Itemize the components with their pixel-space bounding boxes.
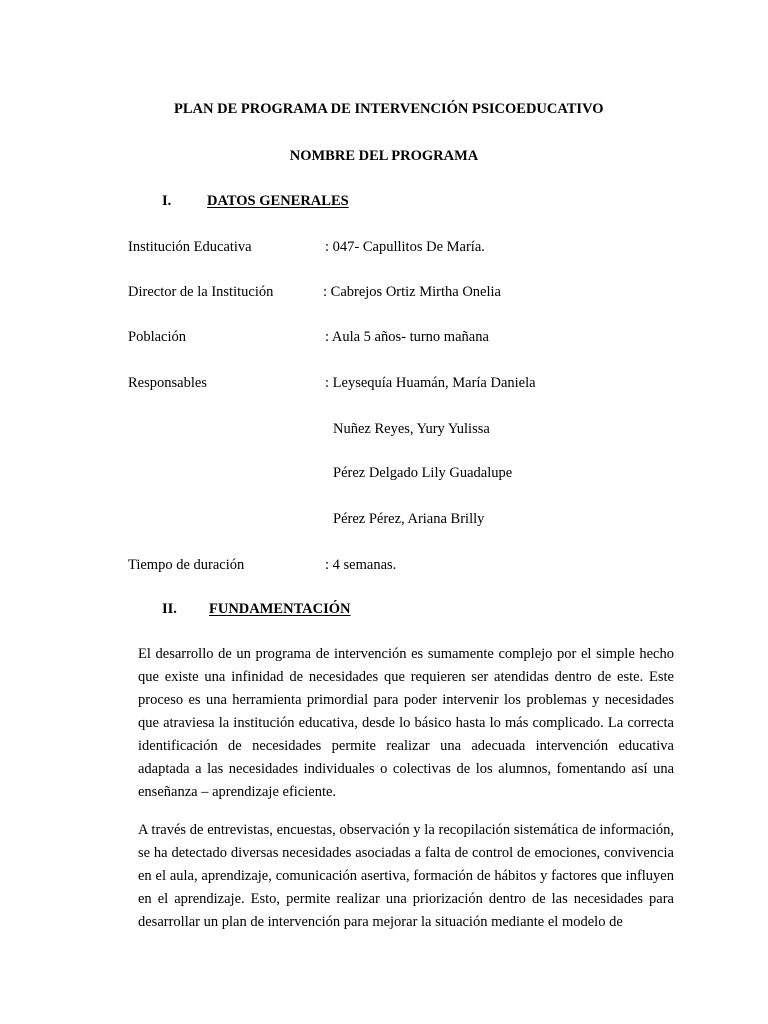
program-name-heading: NOMBRE DEL PROGRAMA: [289, 148, 479, 164]
section-1-heading: DATOS GENERALES: [207, 193, 349, 209]
field-value-responsables: : Leysequía Huamán, María Daniela: [325, 375, 536, 391]
responsable-name: Pérez Pérez, Ariana Brilly: [333, 511, 485, 527]
field-label-poblacion: Población: [128, 329, 186, 345]
field-value-tiempo: : 4 semanas.: [325, 557, 397, 573]
field-value-poblacion: : Aula 5 años- turno mañana: [325, 329, 489, 345]
section-1-number: I.: [162, 193, 172, 209]
section-2-number: II.: [162, 601, 177, 617]
field-label-responsables: Responsables: [128, 375, 207, 391]
field-label-director: Director de la Institución: [128, 284, 274, 300]
field-label-institucion: Institución Educativa: [128, 239, 252, 255]
responsable-name: Nuñez Reyes, Yury Yulissa: [333, 421, 490, 437]
field-label-tiempo: Tiempo de duración: [128, 557, 245, 573]
section-2-heading: FUNDAMENTACIÓN: [209, 601, 351, 617]
document-title: PLAN DE PROGRAMA DE INTERVENCIÓN PSICOEDUCATIVO: [174, 101, 604, 117]
field-value-institucion: : 047- Capullitos De María.: [325, 239, 485, 255]
fundamentacion-paragraph: El desarrollo de un programa de intervención es sumamente complejo por el simple hecho que existe una infinidad de necesidades que requieren ser atendidas dentro de este. Este proceso es una herramienta primordial para poder intervenir los problemas y necesidades que atraviesa la institución educativa, desde lo básico hasta lo más complicado. La correcta identificación de necesidades permite realizar una adecuada intervención educativa adaptada a las necesidades individuales o colectivas de los alumnos, fomentando así una enseñanza – aprendizaje eficiente.: [138, 646, 674, 800]
responsable-name: Pérez Delgado Lily Guadalupe: [333, 465, 513, 481]
fundamentacion-paragraph: A través de entrevistas, encuestas, observación y la recopilación sistemática de información, se ha detectado diversas necesidades asociadas a falta de control de emociones, convivencia en el aula, aprendizaje, comunicación asertiva, formación de hábitos y factores que influyen en el aprendizaje. Esto, permite realizar una priorización dentro de las necesidades para desarrollar un plan de intervención para mejorar la situación mediante el modelo de: [138, 822, 674, 930]
field-value-director: : Cabrejos Ortiz Mirtha Onelia: [323, 284, 501, 300]
